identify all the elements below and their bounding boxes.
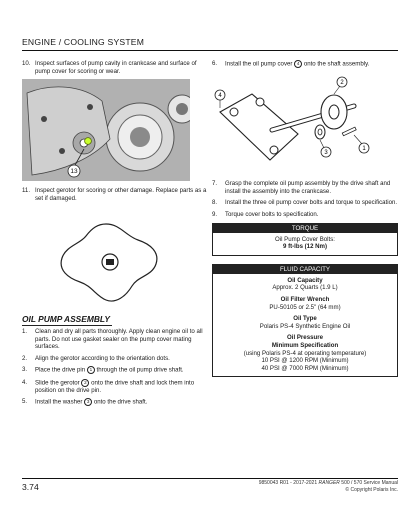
- torque-box-body: [213, 233, 397, 255]
- oil-filter-wrench-value: PU-50105 or 2.5" (64 mm): [269, 303, 341, 311]
- oil-capacity-value: Approx. 2 Quarts (1.9 L): [272, 284, 338, 292]
- footer-publication-info: [259, 480, 398, 493]
- gerotor-illustration: [22, 206, 190, 308]
- step-text-post: onto the drive shaft and lock them into position on the drive pin.: [35, 379, 195, 394]
- step-6: [212, 60, 398, 68]
- step-text: [35, 379, 208, 395]
- callout-2: 2: [340, 80, 344, 87]
- oil-pressure-title: Oil Pressure: [287, 334, 323, 342]
- footer-model-name: RANGER: [318, 480, 340, 486]
- step-text-pre: Place the drive pin: [35, 366, 86, 374]
- callout-3: 3: [324, 150, 328, 157]
- oil-filter-wrench-title: Oil Filter Wrench: [280, 295, 330, 303]
- footer-rule: [22, 478, 398, 479]
- page-number: 3.74: [22, 482, 39, 492]
- step-8: [212, 199, 398, 207]
- step-text: Torque cover bolts to specification.: [225, 210, 319, 218]
- fluid-capacity-body: [213, 274, 397, 377]
- crankcase-illustration: [22, 79, 190, 181]
- step-text: [35, 398, 208, 406]
- assembly-step-2: [22, 355, 208, 363]
- step-7: [212, 180, 398, 195]
- oil-type-value: Polaris PS-4 Synthetic Engine Oil: [259, 322, 351, 330]
- torque-box-header: TORQUE: [213, 224, 397, 233]
- step-10: [22, 60, 208, 75]
- assembly-step-5: [22, 398, 208, 406]
- step-text: Align the gerotor according to the orientation dots.: [35, 354, 170, 362]
- step-number: 5.: [22, 398, 28, 406]
- assembly-step-3: [22, 366, 208, 374]
- step-9: [212, 211, 398, 219]
- torque-label: Oil Pump Cover Bolts:: [275, 235, 335, 243]
- left-column: [22, 60, 208, 411]
- exploded-view-drawing: [212, 72, 380, 172]
- oil-pump-exploded-view: [212, 72, 380, 172]
- step-text-pre: Install the washer: [35, 398, 83, 406]
- callout-1: 1: [362, 146, 366, 153]
- step-number: 10.: [22, 60, 31, 67]
- step-number: 11.: [22, 187, 31, 195]
- step-text: [225, 60, 398, 68]
- gerotor-drawing: [22, 206, 190, 308]
- step-number: 7.: [212, 180, 218, 188]
- step-number: 1.: [22, 327, 28, 335]
- footer-manual-title: [259, 480, 398, 487]
- header-rule: [22, 50, 398, 51]
- fluid-capacity-header: FLUID CAPACITY: [213, 265, 397, 274]
- footer-manual-suffix: 500 / 570 Service Manual: [339, 480, 398, 486]
- fluid-capacity-box: [212, 264, 398, 378]
- step-number: 8.: [212, 199, 218, 207]
- step-text: Inspect surfaces of pump cavity in crankcase and surface of pump cover for scoring or wear.: [35, 60, 197, 75]
- photo-callout: 13: [70, 168, 78, 176]
- step-number: 9.: [212, 210, 218, 218]
- oil-pressure-high-rpm: 40 PSI @ 7000 RPM (Minimum): [261, 364, 349, 372]
- page-header: ENGINE / COOLING SYSTEM: [22, 37, 145, 47]
- footer-copyright: © Copyright Polaris Inc.: [345, 486, 398, 493]
- step-number: 3.: [22, 366, 28, 374]
- torque-box: [212, 223, 398, 256]
- callout-4: 4: [218, 93, 222, 100]
- oil-pressure-subtitle: Minimum Specification: [271, 341, 339, 349]
- step-number: 4.: [22, 378, 28, 386]
- oil-type-title: Oil Type: [293, 315, 317, 323]
- callout-marker: 3: [84, 398, 92, 406]
- assembly-step-4: [22, 379, 208, 395]
- step-text-pre: Install the oil pump cover: [225, 60, 293, 68]
- right-column: [212, 60, 398, 385]
- oil-pressure-condition: (using Polaris PS-4 at operating temperature): [243, 349, 367, 357]
- step-text: [35, 366, 208, 374]
- step-11: [22, 187, 208, 202]
- step-text: Clean and dry all parts thoroughly. Apply clean engine oil to all parts. Do not use gasket sealer on the pump cover mating surfaces.: [35, 327, 203, 351]
- step-text-pre: Slide the gerotor: [35, 379, 80, 387]
- step-number: 2.: [22, 354, 28, 362]
- step-text-post: onto the drive shaft.: [93, 398, 148, 406]
- step-text: Grasp the complete oil pump assembly by the drive shaft and install the assembly into the crankcase.: [225, 180, 391, 195]
- callout-marker: 2: [81, 379, 89, 387]
- oil-capacity-title: Oil Capacity: [287, 276, 323, 284]
- callout-marker: 4: [294, 60, 302, 68]
- assembly-step-1: [22, 328, 208, 351]
- callout-marker: 1: [87, 366, 95, 374]
- crankcase-photo: [22, 79, 190, 181]
- step-number: 6.: [212, 60, 218, 67]
- section-title: OIL PUMP ASSEMBLY: [22, 316, 112, 326]
- step-text: Install the three oil pump cover bolts and torque to specification.: [225, 199, 398, 207]
- step-text-post: onto the shaft assembly.: [303, 60, 370, 68]
- step-text-post: through the oil pump drive shaft.: [96, 366, 184, 374]
- footer-manual-number: 9850043 R01 - 2017-2021: [258, 480, 319, 486]
- step-text: Inspect gerotor for scoring or other damage. Replace parts as a set if damaged.: [35, 187, 207, 202]
- torque-value: 9 ft-lbs (12 Nm): [282, 243, 328, 251]
- oil-pressure-low-rpm: 10 PSI @ 1200 RPM (Minimum): [261, 357, 349, 365]
